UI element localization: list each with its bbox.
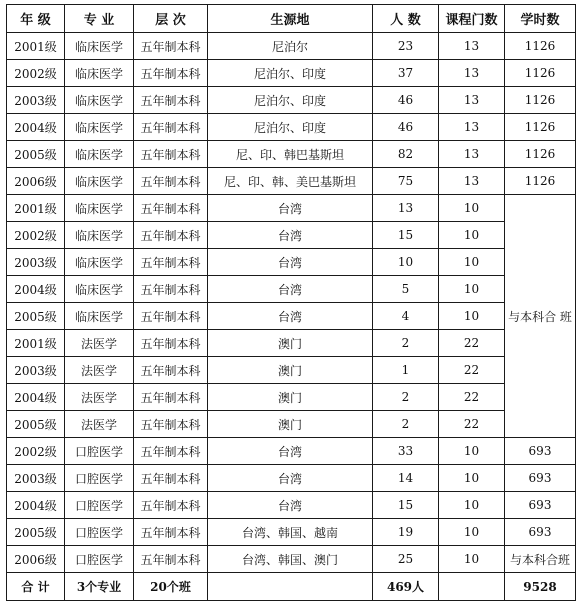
cell-grade: 2005级 xyxy=(7,303,65,330)
cell-level: 五年制本科 xyxy=(134,168,208,195)
cell-students: 2 xyxy=(373,411,439,438)
header-students: 人 数 xyxy=(373,5,439,33)
cell-hours: 693 xyxy=(505,465,576,492)
header-grade: 年 级 xyxy=(7,5,65,33)
cell-courses: 22 xyxy=(439,411,505,438)
cell-grade: 2004级 xyxy=(7,384,65,411)
table-row xyxy=(7,168,576,195)
header-origin: 生源地 xyxy=(208,5,373,33)
cell-grade: 2004级 xyxy=(7,492,65,519)
cell-students: 46 xyxy=(373,87,439,114)
cell-level: 五年制本科 xyxy=(134,465,208,492)
cell-major: 法医学 xyxy=(65,411,134,438)
cell-major: 口腔医学 xyxy=(65,492,134,519)
cell-students: 4 xyxy=(373,303,439,330)
cell-level: 五年制本科 xyxy=(134,411,208,438)
table-row xyxy=(7,384,576,411)
total-row xyxy=(7,573,576,601)
total-origin xyxy=(208,573,373,601)
table-row xyxy=(7,114,576,141)
cell-courses: 22 xyxy=(439,357,505,384)
cell-major: 临床医学 xyxy=(65,195,134,222)
cell-students: 37 xyxy=(373,60,439,87)
cell-origin: 澳门 xyxy=(208,384,373,411)
cell-students: 23 xyxy=(373,33,439,60)
cell-students: 2 xyxy=(373,384,439,411)
cell-origin: 尼泊尔、印度 xyxy=(208,60,373,87)
cell-courses: 10 xyxy=(439,438,505,465)
cell-major: 临床医学 xyxy=(65,168,134,195)
cell-origin: 尼泊尔、印度 xyxy=(208,114,373,141)
cell-level: 五年制本科 xyxy=(134,141,208,168)
cell-origin: 澳门 xyxy=(208,330,373,357)
header-major: 专 业 xyxy=(65,5,134,33)
table-row xyxy=(7,303,576,330)
cell-students: 25 xyxy=(373,546,439,573)
total-majors: 3个专业 xyxy=(65,573,134,601)
cell-origin: 台湾 xyxy=(208,195,373,222)
cell-students: 13 xyxy=(373,195,439,222)
cell-level: 五年制本科 xyxy=(134,249,208,276)
cell-level: 五年制本科 xyxy=(134,519,208,546)
cell-major: 临床医学 xyxy=(65,60,134,87)
cell-hours: 1126 xyxy=(505,168,576,195)
cell-hours: 1126 xyxy=(505,141,576,168)
cell-major: 临床医学 xyxy=(65,303,134,330)
table-row xyxy=(7,195,576,222)
total-students: 469人 xyxy=(373,573,439,601)
table-row xyxy=(7,492,576,519)
cell-origin: 台湾 xyxy=(208,438,373,465)
cell-origin: 澳门 xyxy=(208,411,373,438)
cell-level: 五年制本科 xyxy=(134,276,208,303)
cell-students: 19 xyxy=(373,519,439,546)
table-row xyxy=(7,330,576,357)
cell-level: 五年制本科 xyxy=(134,195,208,222)
table-row xyxy=(7,141,576,168)
cell-grade: 2002级 xyxy=(7,60,65,87)
cell-students: 15 xyxy=(373,492,439,519)
cell-major: 临床医学 xyxy=(65,222,134,249)
cell-origin: 台湾 xyxy=(208,492,373,519)
cell-major: 法医学 xyxy=(65,357,134,384)
cell-grade: 2005级 xyxy=(7,411,65,438)
cell-courses: 13 xyxy=(439,87,505,114)
cell-major: 口腔医学 xyxy=(65,465,134,492)
cell-courses: 10 xyxy=(439,546,505,573)
cell-origin: 尼、印、韩巴基斯坦 xyxy=(208,141,373,168)
cell-grade: 2006级 xyxy=(7,546,65,573)
cell-major: 法医学 xyxy=(65,330,134,357)
cell-origin: 台湾 xyxy=(208,303,373,330)
cell-hours: 1126 xyxy=(505,33,576,60)
cell-hours: 1126 xyxy=(505,87,576,114)
cell-grade: 2002级 xyxy=(7,438,65,465)
table-row xyxy=(7,87,576,114)
cell-grade: 2006级 xyxy=(7,168,65,195)
cell-origin: 尼泊尔 xyxy=(208,33,373,60)
table-row xyxy=(7,357,576,384)
cell-students: 2 xyxy=(373,330,439,357)
cell-students: 33 xyxy=(373,438,439,465)
cell-level: 五年制本科 xyxy=(134,546,208,573)
cell-origin: 尼、印、韩、美巴基斯坦 xyxy=(208,168,373,195)
cell-courses: 10 xyxy=(439,195,505,222)
cell-courses: 10 xyxy=(439,222,505,249)
cell-courses: 22 xyxy=(439,384,505,411)
cell-origin: 台湾 xyxy=(208,276,373,303)
cell-grade: 2005级 xyxy=(7,141,65,168)
table-row xyxy=(7,60,576,87)
table-row xyxy=(7,411,576,438)
cell-students: 82 xyxy=(373,141,439,168)
header-courses: 课程门数 xyxy=(439,5,505,33)
cell-level: 五年制本科 xyxy=(134,60,208,87)
cell-students: 46 xyxy=(373,114,439,141)
cell-origin: 台湾 xyxy=(208,249,373,276)
total-courses xyxy=(439,573,505,601)
cell-grade: 2003级 xyxy=(7,87,65,114)
cell-courses: 10 xyxy=(439,465,505,492)
cell-major: 临床医学 xyxy=(65,249,134,276)
cell-grade: 2004级 xyxy=(7,114,65,141)
table-row xyxy=(7,438,576,465)
cell-courses: 22 xyxy=(439,330,505,357)
cell-level: 五年制本科 xyxy=(134,87,208,114)
cell-major: 法医学 xyxy=(65,384,134,411)
cell-origin: 台湾 xyxy=(208,465,373,492)
cell-major: 临床医学 xyxy=(65,276,134,303)
cell-origin: 尼泊尔、印度 xyxy=(208,87,373,114)
cell-courses: 10 xyxy=(439,276,505,303)
table-row xyxy=(7,222,576,249)
cell-origin: 台湾 xyxy=(208,222,373,249)
enrollment-table xyxy=(6,4,576,601)
table-row xyxy=(7,465,576,492)
cell-level: 五年制本科 xyxy=(134,492,208,519)
cell-courses: 10 xyxy=(439,249,505,276)
cell-grade: 2001级 xyxy=(7,33,65,60)
cell-courses: 13 xyxy=(439,60,505,87)
cell-students: 10 xyxy=(373,249,439,276)
cell-grade: 2003级 xyxy=(7,249,65,276)
table-row xyxy=(7,276,576,303)
table-row xyxy=(7,249,576,276)
cell-hours: 1126 xyxy=(505,114,576,141)
cell-level: 五年制本科 xyxy=(134,33,208,60)
cell-courses: 10 xyxy=(439,492,505,519)
cell-hours: 693 xyxy=(505,492,576,519)
cell-origin: 台湾、韩国、澳门 xyxy=(208,546,373,573)
cell-major: 临床医学 xyxy=(65,114,134,141)
cell-grade: 2005级 xyxy=(7,519,65,546)
table-row xyxy=(7,546,576,573)
header-level: 层 次 xyxy=(134,5,208,33)
cell-level: 五年制本科 xyxy=(134,222,208,249)
cell-grade: 2003级 xyxy=(7,357,65,384)
cell-major: 临床医学 xyxy=(65,33,134,60)
cell-hours: 693 xyxy=(505,438,576,465)
cell-major: 临床医学 xyxy=(65,141,134,168)
cell-students: 15 xyxy=(373,222,439,249)
cell-hours: 与本科合班 xyxy=(505,546,576,573)
cell-courses: 13 xyxy=(439,33,505,60)
cell-students: 5 xyxy=(373,276,439,303)
cell-level: 五年制本科 xyxy=(134,357,208,384)
cell-level: 五年制本科 xyxy=(134,438,208,465)
cell-grade: 2003级 xyxy=(7,465,65,492)
cell-level: 五年制本科 xyxy=(134,114,208,141)
cell-level: 五年制本科 xyxy=(134,384,208,411)
merged-hours-cell: 与本科合 班 xyxy=(505,195,576,438)
cell-major: 口腔医学 xyxy=(65,519,134,546)
cell-courses: 13 xyxy=(439,168,505,195)
cell-courses: 13 xyxy=(439,114,505,141)
cell-major: 临床医学 xyxy=(65,87,134,114)
cell-grade: 2002级 xyxy=(7,222,65,249)
cell-hours: 1126 xyxy=(505,60,576,87)
cell-courses: 10 xyxy=(439,303,505,330)
cell-level: 五年制本科 xyxy=(134,303,208,330)
cell-major: 口腔医学 xyxy=(65,438,134,465)
total-classes: 20个班 xyxy=(134,573,208,601)
cell-grade: 2004级 xyxy=(7,276,65,303)
total-label: 合 计 xyxy=(7,573,65,601)
cell-hours: 693 xyxy=(505,519,576,546)
cell-students: 14 xyxy=(373,465,439,492)
header-hours: 学时数 xyxy=(505,5,576,33)
cell-courses: 13 xyxy=(439,141,505,168)
cell-level: 五年制本科 xyxy=(134,330,208,357)
total-hours: 9528 xyxy=(505,573,576,601)
table-row xyxy=(7,519,576,546)
cell-students: 1 xyxy=(373,357,439,384)
cell-courses: 10 xyxy=(439,519,505,546)
cell-origin: 台湾、韩国、越南 xyxy=(208,519,373,546)
cell-major: 口腔医学 xyxy=(65,546,134,573)
cell-students: 75 xyxy=(373,168,439,195)
header-row xyxy=(7,5,576,33)
cell-grade: 2001级 xyxy=(7,330,65,357)
table-row xyxy=(7,33,576,60)
cell-grade: 2001级 xyxy=(7,195,65,222)
cell-origin: 澳门 xyxy=(208,357,373,384)
